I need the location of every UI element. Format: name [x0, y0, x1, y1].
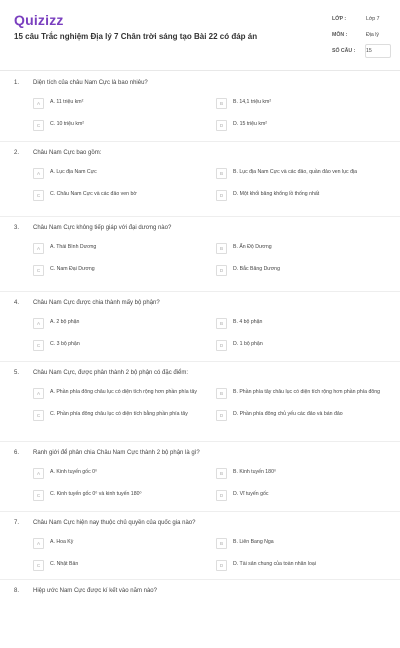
question-5 — [0, 370, 400, 430]
option-key-badge: C — [33, 265, 44, 276]
option-key-badge: C — [33, 120, 44, 131]
option-key-badge: A — [33, 388, 44, 399]
option-key-badge: A — [33, 468, 44, 479]
meta-row-count — [332, 47, 390, 63]
worksheet-header — [0, 0, 400, 78]
question-number: 2. — [14, 150, 20, 156]
answer-option-a[interactable] — [33, 468, 203, 482]
answer-option-c[interactable] — [33, 560, 203, 574]
option-key-badge: A — [33, 98, 44, 109]
option-text: C. Nhật Bản — [50, 561, 79, 567]
option-key-badge: D — [216, 265, 227, 276]
option-key-badge: C — [33, 410, 44, 421]
question-6 — [0, 450, 400, 510]
answer-option-b[interactable] — [216, 388, 386, 402]
question-4 — [0, 300, 400, 360]
answer-option-d[interactable] — [216, 410, 386, 424]
question-text: Châu Nam Cực hiện nay thuộc chủ quyền của quốc gia nào? — [33, 520, 196, 526]
question-3 — [0, 225, 400, 285]
option-key-badge: C — [33, 490, 44, 501]
question-text: Châu Nam Cực bao gồm: — [33, 150, 102, 156]
option-text: A. Thái Bình Dương — [50, 244, 97, 250]
answer-option-b[interactable] — [216, 318, 386, 332]
answer-option-c[interactable] — [33, 190, 203, 204]
option-key-badge: C — [33, 340, 44, 351]
option-text: D. 1 bộ phận — [233, 341, 263, 347]
question-number: 4. — [14, 300, 20, 306]
option-text: B. 14,1 triệu km² — [233, 99, 272, 105]
option-text: A. Kinh tuyến gốc 0⁰ — [50, 469, 98, 475]
question-divider — [0, 441, 400, 442]
question-number: 7. — [14, 520, 20, 526]
option-key-badge: B — [216, 468, 227, 479]
option-text: A. Lục địa Nam Cực — [50, 169, 97, 175]
question-divider — [0, 291, 400, 292]
option-key-badge: C — [33, 560, 44, 571]
option-text: C. Nam Đại Dương — [50, 266, 95, 272]
answer-option-a[interactable] — [33, 318, 203, 332]
question-number: 3. — [14, 225, 20, 231]
option-key-badge: D — [216, 560, 227, 571]
meta-value-count: 15 — [366, 48, 372, 54]
option-text: D. Một khối băng khổng lồ thống nhất — [233, 191, 320, 197]
option-key-badge: B — [216, 318, 227, 329]
option-text: D. Vĩ tuyến gốc — [233, 491, 269, 497]
answer-option-b[interactable] — [216, 168, 386, 182]
option-key-badge: B — [216, 98, 227, 109]
meta-row-class — [332, 15, 390, 31]
question-2 — [0, 150, 400, 210]
option-key-badge: B — [216, 243, 227, 254]
question-divider — [0, 216, 400, 217]
question-1 — [0, 80, 400, 140]
answer-option-b[interactable] — [216, 98, 386, 112]
option-text: A. 11 triệu km² — [50, 99, 84, 105]
option-text: D. Tài sản chung của toàn nhân loại — [233, 561, 316, 567]
option-key-badge: D — [216, 190, 227, 201]
quizizz-logo: Quizizz — [14, 12, 64, 28]
question-text: Châu Nam Cực, được phân thành 2 bộ phận có đặc điểm: — [33, 370, 189, 376]
header-divider — [0, 70, 400, 71]
option-key-badge: B — [216, 168, 227, 179]
option-key-badge: B — [216, 388, 227, 399]
option-key-badge: D — [216, 120, 227, 131]
question-number: 1. — [14, 80, 20, 86]
option-text: B. Lục địa Nam Cực và các đảo, quần đảo ven lục địa — [233, 169, 358, 175]
page-title: 15 câu Trắc nghiệm Địa lý 7 Chân trời sáng tạo Bài 22 có đáp án — [14, 32, 258, 41]
option-text: C. Châu Nam Cực và các đảo ven bờ — [50, 191, 137, 197]
answer-option-c[interactable] — [33, 265, 203, 279]
option-text: B. 4 bộ phận — [233, 319, 263, 325]
option-text: B. Phần phía tây châu lục có diện tích rộng hơn phần phía đông — [233, 389, 381, 395]
question-divider — [0, 141, 400, 142]
meta-label-subject: MÔN : — [332, 32, 348, 38]
answer-option-d[interactable] — [216, 490, 386, 504]
answer-option-a[interactable] — [33, 243, 203, 257]
answer-option-a[interactable] — [33, 538, 203, 552]
question-text: Diện tích của châu Nam Cực là bao nhiêu? — [33, 80, 148, 86]
option-key-badge: D — [216, 410, 227, 421]
question-divider — [0, 579, 400, 580]
option-text: C. Kinh tuyến gốc 0⁰ và kinh tuyến 180⁰ — [50, 491, 142, 497]
question-text: Châu Nam Cực không tiếp giáp với đại dương nào? — [33, 225, 172, 231]
question-number: 6. — [14, 450, 20, 456]
answer-option-c[interactable] — [33, 120, 203, 134]
meta-label-count: SỐ CÂU : — [332, 48, 356, 54]
question-7 — [0, 520, 400, 580]
answer-option-d[interactable] — [216, 120, 386, 134]
answer-option-b[interactable] — [216, 468, 386, 482]
option-key-badge: D — [216, 340, 227, 351]
answer-option-c[interactable] — [33, 490, 203, 504]
option-text: B. Ấn Độ Dương — [233, 244, 272, 250]
option-key-badge: A — [33, 318, 44, 329]
question-text: Ranh giới để phân chia Châu Nam Cực thành 2 bộ phận là gì? — [33, 450, 200, 456]
option-key-badge: D — [216, 490, 227, 501]
question-number: 8. — [14, 588, 20, 594]
option-text: A. Hoa Kỳ — [50, 539, 74, 545]
option-text: C. Phần phía đông châu lục có diện tích bằng phần phía tây — [50, 411, 188, 417]
option-text: B. Liên Bang Nga — [233, 539, 274, 545]
meta-label-class: LỚP : — [332, 16, 347, 22]
question-text: Châu Nam Cực được chia thành mấy bộ phận? — [33, 300, 160, 306]
option-key-badge: A — [33, 168, 44, 179]
worksheet-meta — [332, 15, 390, 63]
answer-option-a[interactable] — [33, 168, 203, 182]
question-8 — [0, 588, 400, 648]
answer-option-b[interactable] — [216, 538, 386, 552]
answer-option-d[interactable] — [216, 190, 386, 204]
option-text: C. 3 bộ phận — [50, 341, 80, 347]
answer-option-a[interactable] — [33, 98, 203, 112]
answer-option-d[interactable] — [216, 265, 386, 279]
answer-option-c[interactable] — [33, 340, 203, 354]
answer-option-d[interactable] — [216, 340, 386, 354]
question-divider — [0, 511, 400, 512]
question-number: 5. — [14, 370, 20, 376]
answer-option-a[interactable] — [33, 388, 203, 402]
question-divider — [0, 361, 400, 362]
meta-value-subject: Địa lý — [366, 32, 379, 38]
answer-option-d[interactable] — [216, 560, 386, 574]
option-text: B. Kinh tuyến 180⁰ — [233, 469, 277, 475]
option-text: D. Phần phía đông chủ yếu các đảo và bán đảo — [233, 411, 343, 417]
option-text: A. 2 bộ phận — [50, 319, 80, 325]
option-text: A. Phần phía đông châu lục có diện tích rộng hơn phần phía tây — [50, 389, 198, 395]
option-key-badge: A — [33, 243, 44, 254]
option-text: D. Bắc Băng Dương — [233, 266, 280, 272]
option-key-badge: B — [216, 538, 227, 549]
question-text: Hiệp ước Nam Cực được kí kết vào năm nào? — [33, 588, 157, 594]
answer-option-b[interactable] — [216, 243, 386, 257]
answer-option-c[interactable] — [33, 410, 203, 424]
option-key-badge: A — [33, 538, 44, 549]
option-text: D. 15 triệu km² — [233, 121, 268, 127]
meta-value-class: Lớp 7 — [366, 16, 380, 22]
option-text: C. 10 triệu km² — [50, 121, 85, 127]
option-key-badge: C — [33, 190, 44, 201]
